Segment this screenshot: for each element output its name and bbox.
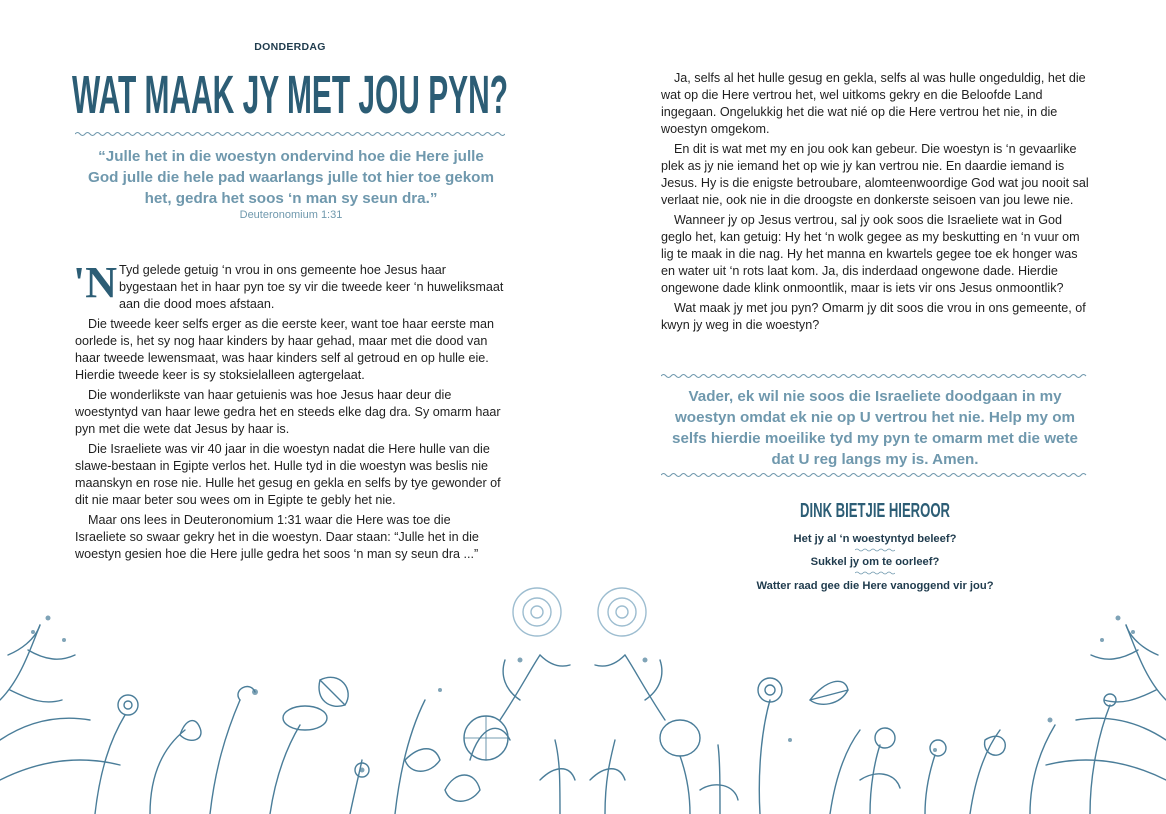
paragraph: Ja, selfs al het hulle gesug en gekla, selfs al was hulle ongeduldig, het die wat op die Here vertrou het, wel uitkoms gekry en die Beloofde Land ingegaan. Ongelukkig het die wat nié op die Here vertrou het nie, in die woestyn omgekom. [661, 71, 1086, 136]
page-title-text: WAT MAAK JY MET JOU PYN? [72, 65, 508, 125]
paragraph: Die tweede keer selfs erger as die eerste keer, want toe haar eerste man oorlede is, het sy nog haar kinders by haar gehad, maar met die dood van haar tweede lewensmaat, was haar kinders self al getroud en op hulle eie. Hierdie tweede keer is sy stoksielalleen agtergelaat. [75, 317, 495, 382]
body-text-right [661, 70, 1089, 337]
prayer-divider-bottom [661, 472, 1089, 478]
prayer-text: Vader, ek wil nie soos die Israeliete doodgaan in my woestyn omdat ek nie op U vertrou het nie. Help my om selfs hierdie moeilike tyd my pyn te omarm met die wete dat U reg langs my is. Amen. [672, 388, 1078, 468]
reflection-title-text: DINK BIETJIE HIEROOR [800, 500, 951, 522]
paragraph: Maar ons lees in Deuteronomium 1:31 waar die Here was toe die Israeliete so swaar gekry het in die woestyn. Daar staan: “Julle het in die woestyn gesien hoe die Here julle gedra het soos ‘n man sy seun dra ...” [75, 513, 479, 561]
prayer-divider-top [661, 373, 1089, 379]
paragraph-text: Tyd gelede getuig ‘n vrou in ons gemeente hoe Jesus haar bygestaan het in haar pyn toe sy vir die tweede keer ‘n huweliksmaat aan die dood moes afstaan. [119, 263, 504, 311]
paragraph: Die Israeliete was vir 40 jaar in die woestyn nadat die Here hulle van die slawe-bestaan in Egipte verlos het. Hulle tyd in die woestyn was beslis nie maanskyn en rose nie. Hulle het gesug en gekla en selfs by tye gewonder of dit nie maar beter sou wees om in Egipte te gebly het nie. [75, 442, 501, 507]
title-divider [75, 131, 505, 137]
reflection-title [661, 495, 1089, 523]
paragraph [73, 258, 505, 313]
paragraph: En dit is wat met my en jou ook kan gebeur. Die woestyn is ‘n gevaarlike plek as jy nie iemand het op wie jy kan vertrou nie. En daardie iemand is Jesus. Hy is die enigste betroubare, alomteenwoordige God wat jou nooit sal verlaat nie, ook nie in die droogste en donkerste seisoen van jou lewe nie. [661, 142, 1089, 207]
page-title [68, 58, 513, 126]
body-text-left [73, 258, 505, 566]
verse-quote: “Julle het in die woestyn ondervind hoe die Here julle God julle die hele pad waarlangs julle tot hier toe gekom het, gedra het soos ‘n man sy seun dra.” [88, 148, 494, 207]
paragraph: Wat maak jy met jou pyn? Omarm jy dit soos die vrou in ons gemeente, of kwyn jy weg in die woestyn? [661, 301, 1086, 332]
right-page [583, 0, 1166, 814]
question-divider [855, 571, 895, 575]
paragraph: Die wonderlikste van haar getuienis was hoe Jesus haar deur die woestyntyd van haar lewe gedra het en steeds elke dag dra. Sy omarm haar pyn met die wete dat Jesus by haar is. [75, 388, 501, 436]
reflection-question: Het jy al ‘n woestyntyd beleef? [793, 533, 957, 545]
paragraph: Wanneer jy op Jesus vertrou, sal jy ook soos die Israeliete wat in God geglo het, kan getuig: Hy het ‘n wolk gegee as my beskutting en ‘n vuur om lig te maak in die nag. Hy het manna en kwartels gegee toe ek honger was en water uit ‘n rots laat kom. Ja, dis inderdaad ongewone dade. Hierdie ongewone dade klink onmoontlik, maar is iets vir ons Jesus onmoontlik? [661, 213, 1080, 295]
reflection-question: Watter raad gee die Here vanoggend vir jou? [756, 580, 994, 592]
verse-reference: Deuteronomium 1:31 [239, 209, 343, 221]
question-divider [855, 548, 895, 552]
reflection-question: Sukkel jy om te oorleef? [810, 556, 940, 568]
drop-cap: 'N [73, 258, 117, 307]
day-label: DONDERDAG [254, 41, 326, 53]
